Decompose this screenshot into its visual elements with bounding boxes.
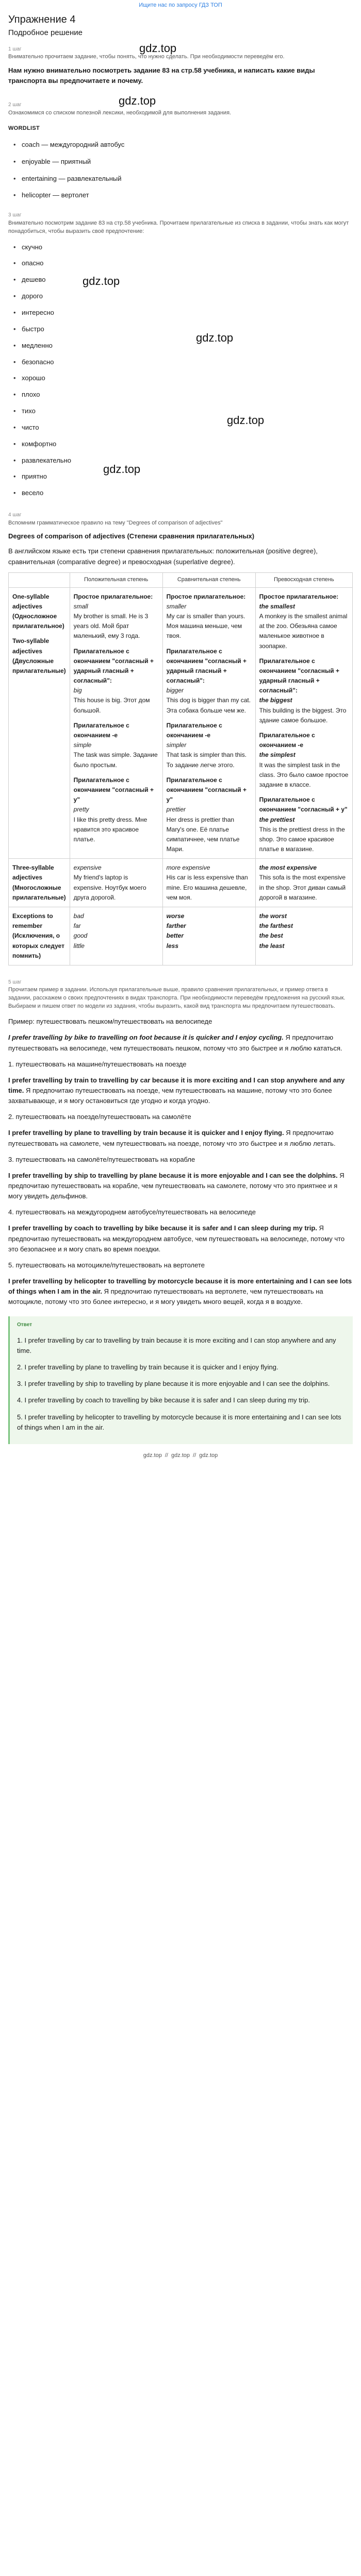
watermark: gdz.top <box>103 463 141 476</box>
adjective-list <box>13 243 353 499</box>
answer-title: 2. путешествовать на поезде/путешествовать на самолёте <box>8 1113 191 1121</box>
bullet-icon: • <box>13 374 16 382</box>
step-3 <box>8 212 353 498</box>
watermark: gdz.top <box>139 42 177 55</box>
bullet-icon: • <box>13 423 16 431</box>
bullet-icon: • <box>13 140 16 148</box>
table-cell-category: Exceptions to remember (Исключения, о которых следует помнить) <box>9 907 70 965</box>
step-4 <box>8 512 353 965</box>
answer-title: 1. путешествовать на машине/путешествовать на поезде <box>8 1060 187 1068</box>
final-item: 5. I prefer travelling by helicopter to travelling by motorcycle because it is more entertaining and I can see lots of things when I am in the air. <box>17 1413 341 1431</box>
step-label: 5 шаг <box>8 979 22 985</box>
list-item: • скучно <box>13 243 353 252</box>
list-item: • комфортно <box>13 439 353 449</box>
table-header: Превосходная степень <box>255 572 352 587</box>
list-item: • enjoyable — приятный <box>13 157 353 167</box>
list-item: • развлекательно <box>13 456 353 466</box>
table-cell: the worst the farthest the best the least <box>255 907 352 965</box>
answer-title: 5. путешествовать на мотоцикле/путешествовать на вертолете <box>8 1261 205 1269</box>
list-item: • приятно <box>13 472 353 482</box>
step-desc: Внимательно посмотрим задание 83 на стр.58 учебника. Прочитаем прилагательные из списка в задании, чтобы знать как могут понадобиться, чтобы выразить своё предпочтение: <box>8 219 349 234</box>
table-cell: Простое прилагательное: the smallest A monkey is the smallest animal at the zoo. Обезьяна самое маленькое животное в зоопарке. Прилагательное с окончанием "согласный + ударный гласный + согласный": the biggest This building is the biggest. Это здание самое большое. Прилагательное с окончанием -e the simplest It was the simplest task in the class. Это было самое простое задание в классе. Прилагательное с окончанием "согласный + y" the prettiest This is the prettiest dress in the shop. Это самое красивое платье в магазине. <box>255 587 352 859</box>
table-header: Сравнительная степень <box>162 572 255 587</box>
table-cell-category: Three-syllable adjectives (Многосложные прилагательные) <box>9 859 70 907</box>
step-desc: Прочитаем пример в задании. Используя прилагательные выше, правило сравнения прилагательных, и пример ответа в задании, расскажем о своих предпочтениях в видах транспорта. При необходимости переведём предложения на русский язык. Выбираем и пишем ответ по модели из задания, чтобы выразить, какой вид транспорта мы предпочитаем путешествовать. <box>8 987 346 1010</box>
step-label: 2 шаг <box>8 102 22 108</box>
step-label: 1 шаг <box>8 46 22 52</box>
table-cell: more expensive His car is less expensive than mine. Его машина дешевле, чем моя. <box>162 859 255 907</box>
bullet-icon: • <box>13 157 16 165</box>
list-item: • безопасно <box>13 358 353 367</box>
list-item: • плохо <box>13 390 353 400</box>
step-5 <box>8 979 353 1307</box>
final-item: 4. I prefer travelling by coach to travelling by bike because it is safer and I can sleep during my trip. <box>17 1396 310 1404</box>
answer-text: I prefer travelling by coach to travelling by bike because it is safer and I can sleep during my trip. Я предпочитаю путешествовать на междугороднем автобусе, чем путешествовать на велосипеде, потому что это безопаснее и я могу спать во время поездки. <box>8 1224 345 1253</box>
table-cell: the most expensive This sofa is the most expensive in the shop. Этот диван самый дорогой в магазине. <box>255 859 352 907</box>
final-item: 2. I prefer travelling by plane to travelling by train because it is quicker and I enjoy flying. <box>17 1363 278 1371</box>
bottom-text: // <box>193 1452 196 1459</box>
model-answer: I prefer travelling by bike to travelling on foot because it is quicker and I enjoy cycling. Я предпочитаю путешествовать на велосипеде, чем путешествовать пешком, потому что это быстрее и я люблю кататься. <box>8 1033 342 1052</box>
bottom-text: gdz.top <box>199 1452 218 1459</box>
table-cell: Простое прилагательное: smaller My car is smaller than yours. Моя машина меньше, чем твоя. Прилагательное с окончанием "согласный + ударный гласный + согласный": bigger This dog is bigger than my cat. Эта собака больше чем же. Прилагательное с окончанием -e simpler That task is simpler than this. То задание легче этого. Прилагательное с окончанием "согласный + y" prettier Her dress is prettier than Mary's one. Её платье симпатичнее, чем платье Мари. <box>162 587 255 859</box>
answer-text: I prefer travelling by ship to travelling by plane because it is more enjoyable and I can see the dolphins. Я предпочитаю путешествовать на корабле, чем путешествовать на самолете, потому что это приятнее и я могу увидеть дельфинов. <box>8 1171 344 1200</box>
bullet-icon: • <box>13 472 16 481</box>
step-desc: Вспомним грамматическое правило на тему "Degrees of comparison of adjectives" <box>8 519 223 526</box>
list-item: • helicopter — вертолет <box>13 191 353 200</box>
bullet-icon: • <box>13 325 16 333</box>
bottom-text: // <box>165 1452 168 1459</box>
bottom-text: gdz.top <box>143 1452 162 1459</box>
model-title: Пример: путешествовать пешком/путешествовать на велосипеде <box>8 1018 212 1026</box>
step-desc: Внимательно прочитаем задание, чтобы понять, что нужно сделать. При необходимости переведём его. <box>8 54 285 60</box>
final-item: 3. I prefer travelling by ship to travelling by plane because it is more enjoyable and I can see the dolphins. <box>17 1380 330 1388</box>
list-item: • быстро <box>13 325 353 334</box>
watermark: gdz.top <box>83 275 120 287</box>
answer-title: 4. путешествовать на междугороднем автобусе/путешествовать на велосипеде <box>8 1208 256 1216</box>
bullet-icon: • <box>13 308 16 316</box>
table-row <box>9 907 353 965</box>
bullet-icon: • <box>13 489 16 497</box>
step-1 <box>8 46 353 87</box>
page-title: Упражнение 4 <box>8 14 76 25</box>
bullet-icon: • <box>13 191 16 199</box>
wordlist-heading: WORDLIST <box>8 125 40 131</box>
table-header: Положительная степень <box>70 572 162 587</box>
bullet-icon: • <box>13 341 16 349</box>
list-item: • интересно <box>13 308 353 318</box>
answer-text: I prefer travelling by plane to travelling by train because it is quicker and I enjoy flying. Я предпочитаю путешествовать на самолете, чем путешествовать на поезде, потому что это быстрее и я люблю летать. <box>8 1129 336 1147</box>
list-item: • coach — междугородний автобус <box>13 140 353 150</box>
step-label: 3 шаг <box>8 212 22 218</box>
step-desc: Ознакомимся со списком полезной лексики, необходимой для выполнения задания. <box>8 109 232 116</box>
bullet-icon: • <box>13 358 16 366</box>
task-question: Нам нужно внимательно посмотреть задание 83 на стр.58 учебника, и написать какие виды транспорта вы предпочитаете и почему. <box>8 66 315 85</box>
final-label: Ответ <box>17 1322 32 1328</box>
bullet-icon: • <box>13 407 16 415</box>
bottom-watermark-bar <box>8 1450 353 1462</box>
bullet-icon: • <box>13 243 16 251</box>
watermark: gdz.top <box>196 331 234 344</box>
degrees-table <box>8 572 353 965</box>
step-label: 4 шаг <box>8 512 22 518</box>
answer-title: 3. путешествовать на самолёте/путешествовать на корабле <box>8 1155 195 1163</box>
list-item: • медленно <box>13 341 353 351</box>
grammar-intro: В английском языке есть три степени сравнения прилагательных: положительная (positive degree), сравнительная (comparative degree) и превосходная (superlative degree). <box>8 547 318 566</box>
bullet-icon: • <box>13 259 16 267</box>
list-item: • весело <box>13 488 353 498</box>
final-answer-box <box>8 1316 353 1444</box>
bullet-icon: • <box>13 439 16 448</box>
watermark: gdz.top <box>119 94 156 107</box>
table-header <box>9 572 70 587</box>
list-item: • дорого <box>13 292 353 301</box>
wordlist <box>13 140 353 200</box>
list-item: • чисто <box>13 423 353 433</box>
bullet-icon: • <box>13 292 16 300</box>
table-cell-category: One-syllable adjectives (Односложное прилагательное) Two-syllable adjectives (Двусложные прилагательные) <box>9 587 70 859</box>
answer-text: I prefer travelling by train to travelling by car because it is more exciting and I can stop anywhere and any time. Я предпочитаю путешествовать на поезде, чем путешествовать на машине, потому что это более захватывающе, и я могу остановиться где угодно и когда угодно. <box>8 1076 345 1105</box>
answer-text: I prefer travelling by helicopter to travelling by motorcycle because it is more entertaining and I can see lots of things when I am in the air. Я предпочитаю путешествовать на вертолете, чем путешествовать на мотоцикле, потому что это более интересно, и я могу увидеть много вещей, когда я в воздухе. <box>8 1277 352 1306</box>
top-banner-link[interactable]: Ищите нас по запросу ГДЗ ТОП <box>139 2 222 9</box>
top-banner <box>8 0 353 11</box>
table-row <box>9 859 353 907</box>
page-subtitle: Подробное решение <box>8 28 83 37</box>
final-item: 1. I prefer travelling by car to travelling by train because it is more exciting and I can stop anywhere and any time. <box>17 1336 336 1355</box>
bullet-icon: • <box>13 276 16 284</box>
bottom-text: gdz.top <box>171 1452 190 1459</box>
grammar-heading: Degrees of comparison of adjectives (Степени сравнения прилагательных) <box>8 532 255 540</box>
table-header-row <box>9 572 353 587</box>
table-cell: worse farther better less <box>162 907 255 965</box>
table-cell: bad far good little <box>70 907 162 965</box>
list-item: • entertaining — развлекательный <box>13 174 353 184</box>
table-cell: expensive My friend's laptop is expensive. Ноутбук моего друга дорогой. <box>70 859 162 907</box>
bullet-icon: • <box>13 174 16 182</box>
bullet-icon: • <box>13 456 16 464</box>
list-item: • дешево <box>13 275 353 285</box>
bullet-icon: • <box>13 391 16 399</box>
step-2 <box>8 101 353 200</box>
table-cell: Простое прилагательное: small My brother is small. He is 3 years old. Мой брат маленький, ему 3 года. Прилагательное с окончанием "согласный + ударный гласный + согласный": big This house is big. Этот дом большой. Прилагательное с окончанием -e simple The task was simple. Задание было простым. Прилагательное с окончанием "согласный + y" pretty I like this pretty dress. Мне нравится это красивое платье. <box>70 587 162 859</box>
table-row <box>9 587 353 859</box>
list-item: • тихо <box>13 406 353 416</box>
list-item: • хорошо <box>13 374 353 383</box>
watermark: gdz.top <box>227 414 265 427</box>
list-item: • опасно <box>13 259 353 268</box>
